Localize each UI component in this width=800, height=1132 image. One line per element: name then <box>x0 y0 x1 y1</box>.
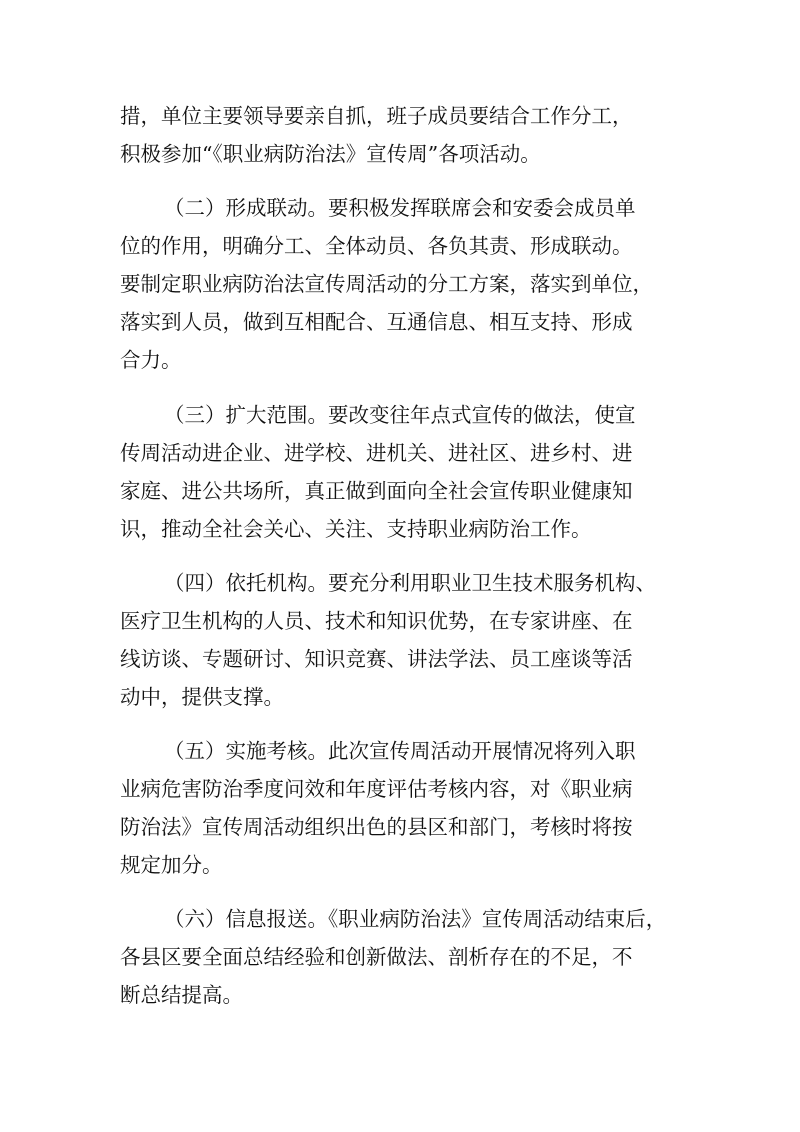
paragraph-continuation <box>120 97 680 173</box>
paragraph-expand-scope <box>120 396 680 548</box>
text-line: 识，推动全社会关心、关注、支持职业病防治工作。 <box>120 516 592 541</box>
text-line: （五）实施考核。此次宣传周活动开展情况将列入职 <box>164 739 636 764</box>
paragraph-spacer <box>120 884 680 900</box>
text-line: 各县区要全面总结经验和创新做法、剖析存在的不足，不 <box>120 945 633 970</box>
paragraph-spacer <box>120 173 680 189</box>
text-line: （二）形成联动。要积极发挥联席会和安委会成员单 <box>164 196 636 221</box>
paragraph-spacer <box>120 548 680 564</box>
paragraph-implement-assessment <box>120 732 680 884</box>
paragraph-rely-on-institutions <box>120 564 680 716</box>
text-line: 规定加分。 <box>120 853 223 878</box>
text-line: （四）依托机构。要充分利用职业卫生技术服务机构、 <box>164 570 656 595</box>
text-line: 传周活动进企业、进学校、进机关、进社区、进乡村、进 <box>120 440 633 465</box>
text-line: 合力。 <box>120 348 182 373</box>
text-line: 积极参加“《职业病防治法》宣传周”各项活动。 <box>120 142 541 166</box>
text-line: 断总结提高。 <box>120 983 243 1008</box>
text-line: 线访谈、专题研讨、知识竞赛、讲法学法、员工座谈等活 <box>120 646 633 671</box>
document-body <box>120 97 680 1014</box>
text-line: 措，单位主要领导要亲自抓，班子成员要结合工作分工， <box>120 104 633 128</box>
paragraph-information-reporting <box>120 900 680 1014</box>
text-line: 防治法》宣传周活动组织出色的县区和部门，考核时将按 <box>120 815 633 840</box>
text-line: 家庭、进公共场所，真正做到面向全社会宣传职业健康知 <box>120 478 633 503</box>
paragraph-spacer <box>120 379 680 395</box>
text-line: （六）信息报送。《职业病防治法》宣传周活动结束后， <box>164 907 667 932</box>
text-line: 位的作用，明确分工、全体动员、各负其责、形成联动。 <box>120 234 633 259</box>
text-line: 业病危害防治季度问效和年度评估考核内容，对《职业病 <box>120 777 633 802</box>
text-line: 要制定职业病防治法宣传周活动的分工方案，落实到单位， <box>120 272 653 297</box>
text-line: 医疗卫生机构的人员、技术和知识优势，在专家讲座、在 <box>120 608 633 633</box>
text-line: （三）扩大范围。要改变往年点式宣传的做法，使宣 <box>164 402 636 427</box>
paragraph-form-linkage <box>120 189 680 379</box>
text-line: 动中，提供支撑。 <box>120 684 284 709</box>
text-line: 落实到人员，做到互相配合、互通信息、相互支持、形成 <box>120 310 633 335</box>
paragraph-spacer <box>120 716 680 732</box>
